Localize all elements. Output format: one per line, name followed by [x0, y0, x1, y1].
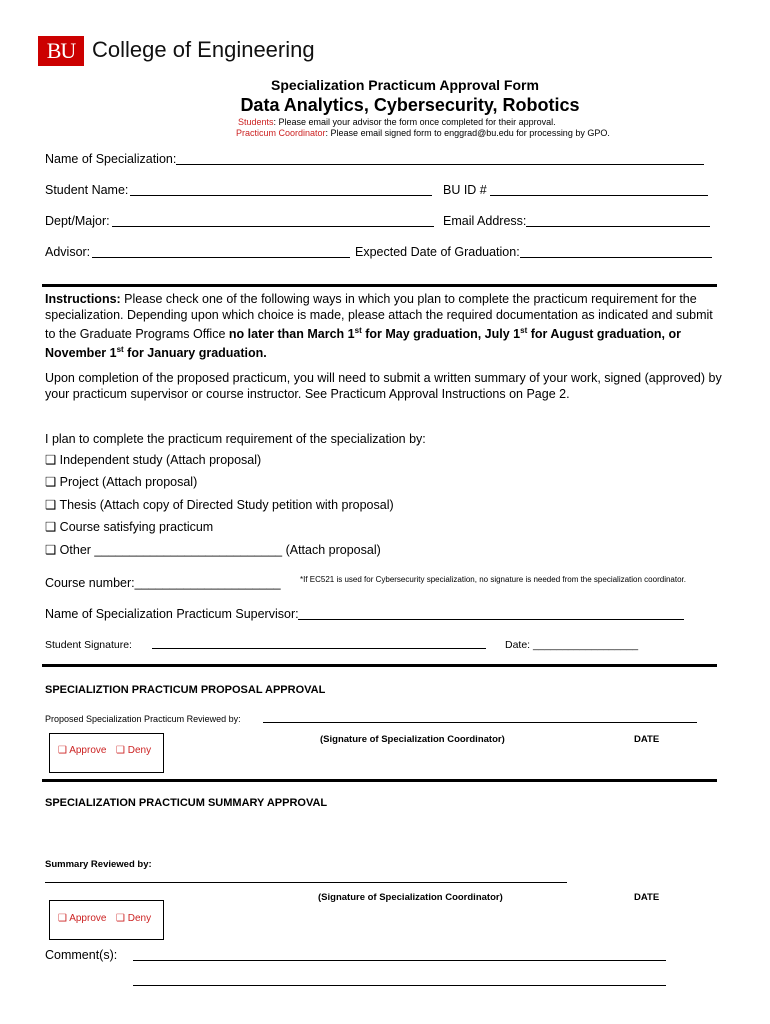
summary-signature-caption: (Signature of Specialization Coordinator)	[318, 892, 503, 903]
instructions-label: Instructions:	[45, 292, 121, 306]
summary-deny-checkbox[interactable]: ❑ Deny	[116, 913, 152, 924]
option-thesis[interactable]: ❑ Thesis (Attach copy of Directed Study petition with proposal)	[45, 498, 394, 512]
proposal-approve-checkbox[interactable]: ❑ Approve	[58, 745, 107, 756]
coordinator-label: Practicum Coordinator	[236, 128, 326, 138]
summary-approval-title: SPECIALIZATION PRACTICUM SUMMARY APPROVAL	[45, 797, 328, 809]
form-title: Specialization Practicum Approval Form	[271, 77, 539, 93]
course-number-field[interactable]: Course number:_____________________	[45, 576, 281, 590]
college-name: College of Engineering	[92, 37, 315, 62]
proposal-deny-checkbox[interactable]: ❑ Deny	[116, 745, 152, 756]
dept-major-label: Dept/Major:	[45, 214, 110, 228]
student-name-line[interactable]	[130, 195, 432, 196]
summary-reviewed-line[interactable]	[45, 882, 567, 883]
students-label: Students	[238, 117, 274, 127]
ec521-note: *If EC521 is used for Cybersecurity specialization, no signature is needed from the specialization coordinator.	[300, 575, 686, 584]
dept-major-line[interactable]	[112, 226, 434, 227]
specialization-label: Name of Specialization:	[45, 152, 177, 166]
proposal-approval-box	[49, 733, 164, 773]
coordinator-note	[236, 128, 610, 138]
graduation-line[interactable]	[520, 257, 712, 258]
summary-reviewed-label: Summary Reviewed by:	[45, 859, 152, 870]
proposal-date-caption: DATE	[634, 734, 660, 745]
comments-label: Comment(s):	[45, 948, 118, 962]
bu-id-line[interactable]	[490, 195, 708, 196]
summary-approval-box	[49, 900, 164, 940]
instructions-paragraph	[45, 291, 725, 361]
comments-line-1[interactable]	[133, 960, 666, 961]
supervisor-line[interactable]	[298, 619, 684, 620]
bu-id-label: BU ID #	[443, 183, 487, 197]
coordinator-note-text: : Please email signed form to enggrad@bu.edu for processing by GPO.	[325, 128, 610, 138]
email-line[interactable]	[526, 226, 710, 227]
student-signature-line[interactable]	[152, 648, 486, 649]
divider-summary	[42, 779, 717, 782]
deadline-text: no later than March 1st for May graduation, July 1st for August graduation, or November 1st for January graduation.	[45, 326, 681, 361]
divider-proposal	[42, 664, 717, 667]
option-course[interactable]: ❑ Course satisfying practicum	[45, 520, 214, 534]
summary-approve-checkbox[interactable]: ❑ Approve	[58, 913, 107, 924]
email-label: Email Address:	[443, 214, 527, 228]
proposal-reviewed-label: Proposed Specialization Practicum Reviewed by:	[45, 714, 241, 724]
students-note-text: : Please email your advisor the form once completed for their approval.	[273, 117, 556, 127]
section-divider	[42, 284, 717, 287]
supervisor-label: Name of Specialization Practicum Supervisor:	[45, 607, 299, 621]
proposal-reviewed-line[interactable]	[263, 722, 697, 723]
advisor-label: Advisor:	[45, 245, 91, 259]
proposal-approval-title: SPECIALIZTION PRACTICUM PROPOSAL APPROVAL	[45, 684, 326, 696]
comments-line-2[interactable]	[133, 985, 666, 986]
graduation-label: Expected Date of Graduation:	[355, 245, 520, 259]
proposal-signature-caption: (Signature of Specialization Coordinator)	[320, 734, 505, 745]
students-note	[238, 117, 556, 127]
date-field[interactable]: Date: __________________	[505, 639, 639, 651]
specialization-line[interactable]	[176, 164, 704, 165]
advisor-line[interactable]	[92, 257, 350, 258]
bu-logo: BU	[38, 36, 84, 66]
student-signature-label: Student Signature:	[45, 639, 132, 651]
plan-intro: I plan to complete the practicum requirement of the specialization by:	[45, 432, 426, 446]
summary-instructions: Upon completion of the proposed practicum, you will need to submit a written summary of your work, signed (approved) by your practicum supervisor or course instructor. See Practicum Approval Instructions on Page 2.	[45, 371, 722, 401]
form-subtitle: Data Analytics, Cybersecurity, Robotics	[240, 95, 580, 115]
instructions-text: Please check one of the following ways in which you plan to complete the practicum requirement for the specialization. Depending upon which choice is made, please attach the required documentation as indicated and submit to the Graduate Programs Office	[45, 292, 713, 342]
option-other[interactable]: ❑ Other ___________________________ (Attach proposal)	[45, 543, 381, 557]
summary-date-caption: DATE	[634, 892, 660, 903]
student-name-label: Student Name:	[45, 183, 129, 197]
option-project[interactable]: ❑ Project (Attach proposal)	[45, 475, 198, 489]
option-independent-study[interactable]: ❑ Independent study (Attach proposal)	[45, 453, 262, 467]
